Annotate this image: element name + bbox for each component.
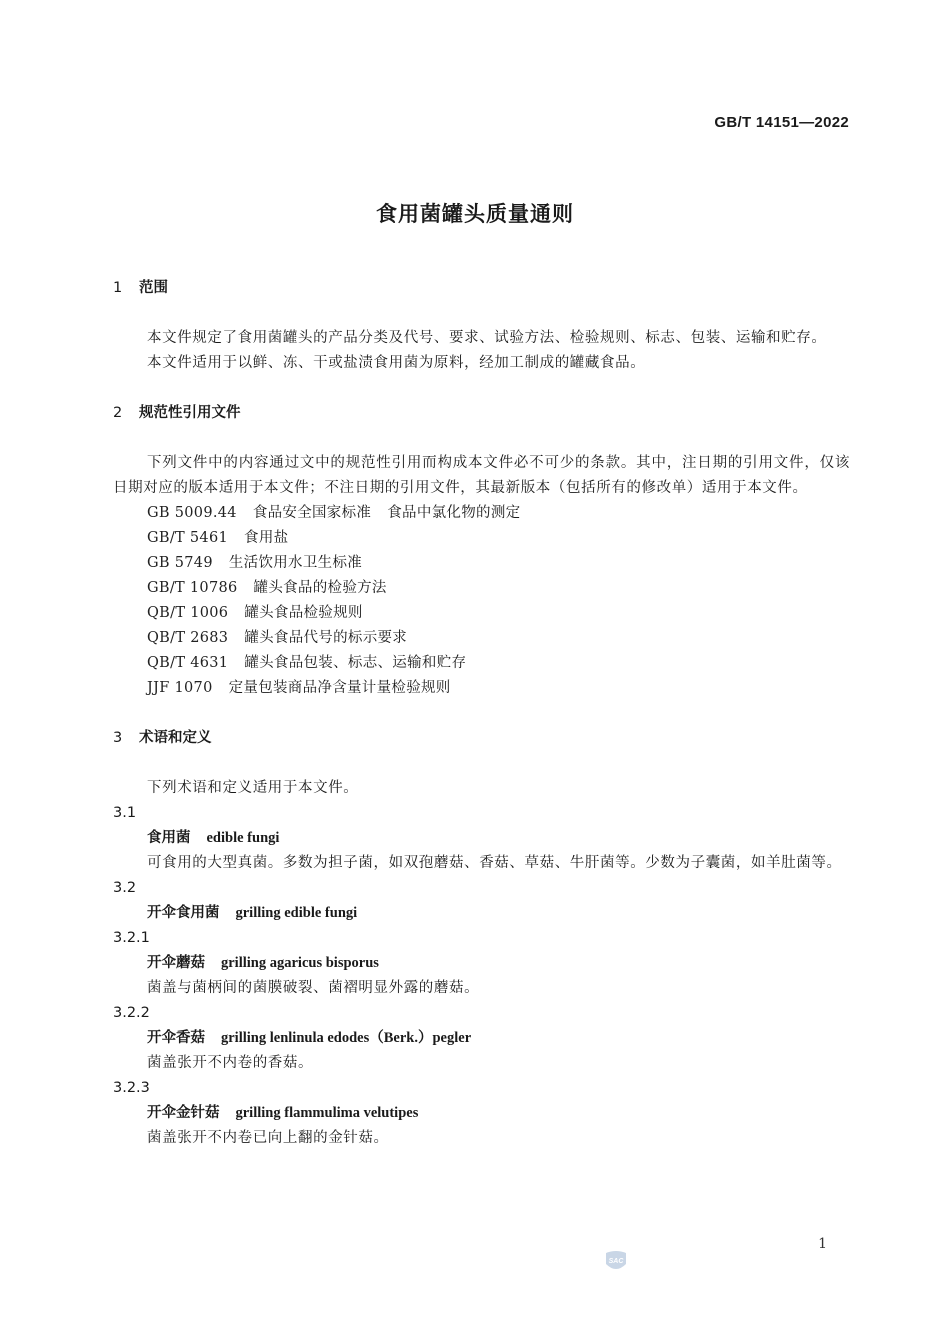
section-heading-scope bbox=[113, 276, 850, 301]
term-definition: 菌盖张开不内卷已向上翻的金针菇。 bbox=[147, 1130, 389, 1146]
reference-title: 食品安全国家标准 bbox=[252, 505, 372, 521]
term-en: grilling flammulima velutipes bbox=[235, 1105, 419, 1121]
section-number: 1 bbox=[113, 280, 123, 296]
reference-title: 罐头食品包装、标志、运输和贮存 bbox=[244, 655, 467, 671]
reference-title: 食用盐 bbox=[244, 530, 289, 546]
reference-item bbox=[113, 576, 850, 601]
term-heading bbox=[113, 1101, 850, 1126]
reference-title: 定量包装商品净含量计量检验规则 bbox=[228, 680, 451, 696]
term-heading bbox=[113, 901, 850, 926]
reference-item bbox=[113, 526, 850, 551]
term-en: grilling lenlinula edodes（Berk.）pegler bbox=[221, 1030, 472, 1046]
section-title: 规范性引用文件 bbox=[139, 405, 241, 421]
term-definition: 可食用的大型真菌。多数为担子菌，如双孢蘑菇、香菇、草菇、牛肝菌等。少数为子囊菌，如羊肚菌等。 bbox=[147, 855, 842, 871]
section-title: 术语和定义 bbox=[139, 730, 212, 746]
term-definition: 菌盖与菌柄间的菌膜破裂、菌褶明显外露的蘑菇。 bbox=[147, 980, 480, 996]
term-number: 3.1 bbox=[113, 805, 137, 821]
reference-code: GB/T 10786 bbox=[147, 580, 238, 596]
term-number: 3.2.1 bbox=[113, 930, 150, 946]
term-heading bbox=[113, 951, 850, 976]
term-heading bbox=[113, 1026, 850, 1051]
section-number: 2 bbox=[113, 405, 123, 421]
document-body bbox=[113, 276, 850, 1151]
reference-code: GB 5749 bbox=[147, 555, 213, 571]
section-heading-normative bbox=[113, 401, 850, 426]
page-number: 1 bbox=[818, 1236, 827, 1252]
term-number: 3.2.3 bbox=[113, 1080, 150, 1096]
term-en: grilling edible fungi bbox=[235, 905, 358, 921]
term-zh: 开伞金针菇 bbox=[147, 1105, 220, 1121]
section-title: 范围 bbox=[139, 280, 168, 296]
reference-title: 生活饮用水卫生标准 bbox=[228, 555, 363, 571]
paragraph: 本文件适用于以鲜、冻、干或盐渍食用菌为原料，经加工制成的罐藏食品。 bbox=[147, 355, 646, 371]
reference-item bbox=[113, 626, 850, 651]
reference-subtitle: 食品中氯化物的测定 bbox=[387, 505, 521, 521]
term-zh: 开伞香菇 bbox=[147, 1030, 205, 1046]
logo-text: SAC bbox=[608, 1258, 624, 1265]
reference-code: GB/T 5461 bbox=[147, 530, 229, 546]
term-heading bbox=[113, 826, 850, 851]
term-zh: 食用菌 bbox=[147, 830, 191, 846]
reference-item bbox=[113, 551, 850, 576]
sac-logo-icon bbox=[603, 1250, 629, 1272]
term-zh: 开伞食用菌 bbox=[147, 905, 220, 921]
reference-title: 罐头食品代号的标示要求 bbox=[244, 630, 408, 646]
reference-code: GB 5009.44 bbox=[147, 505, 237, 521]
reference-title: 罐头食品检验规则 bbox=[244, 605, 363, 621]
paragraph: 下列术语和定义适用于本文件。 bbox=[147, 780, 359, 796]
reference-code: QB/T 2683 bbox=[147, 630, 229, 646]
page-title: 食用菌罐头质量通则 bbox=[376, 202, 574, 226]
reference-item bbox=[113, 651, 850, 676]
standard-number: GB/T 14151—2022 bbox=[714, 114, 849, 131]
paragraph: 下列文件中的内容通过文中的规范性引用而构成本文件必不可少的条款。其中，注日期的引用文件，仅该日期对应的版本适用于本文件；不注日期的引用文件，其最新版本（包括所有的修改单）适用于本文件。 bbox=[113, 455, 850, 496]
reference-item bbox=[113, 676, 850, 701]
reference-item bbox=[113, 501, 850, 526]
reference-code: QB/T 1006 bbox=[147, 605, 229, 621]
section-heading-terms bbox=[113, 726, 850, 751]
term-number: 3.2 bbox=[113, 880, 137, 896]
reference-code: JJF 1070 bbox=[147, 680, 213, 696]
reference-code: QB/T 4631 bbox=[147, 655, 229, 671]
section-number: 3 bbox=[113, 730, 123, 746]
term-en: edible fungi bbox=[206, 830, 280, 846]
term-number: 3.2.2 bbox=[113, 1005, 150, 1021]
paragraph: 本文件规定了食用菌罐头的产品分类及代号、要求、试验方法、检验规则、标志、包装、运输和贮存。 bbox=[147, 330, 827, 346]
reference-item bbox=[113, 601, 850, 626]
term-definition: 菌盖张开不内卷的香菇。 bbox=[147, 1055, 314, 1071]
reference-title: 罐头食品的检验方法 bbox=[253, 580, 387, 596]
term-zh: 开伞蘑菇 bbox=[147, 955, 205, 971]
term-en: grilling agaricus bisporus bbox=[221, 955, 379, 971]
